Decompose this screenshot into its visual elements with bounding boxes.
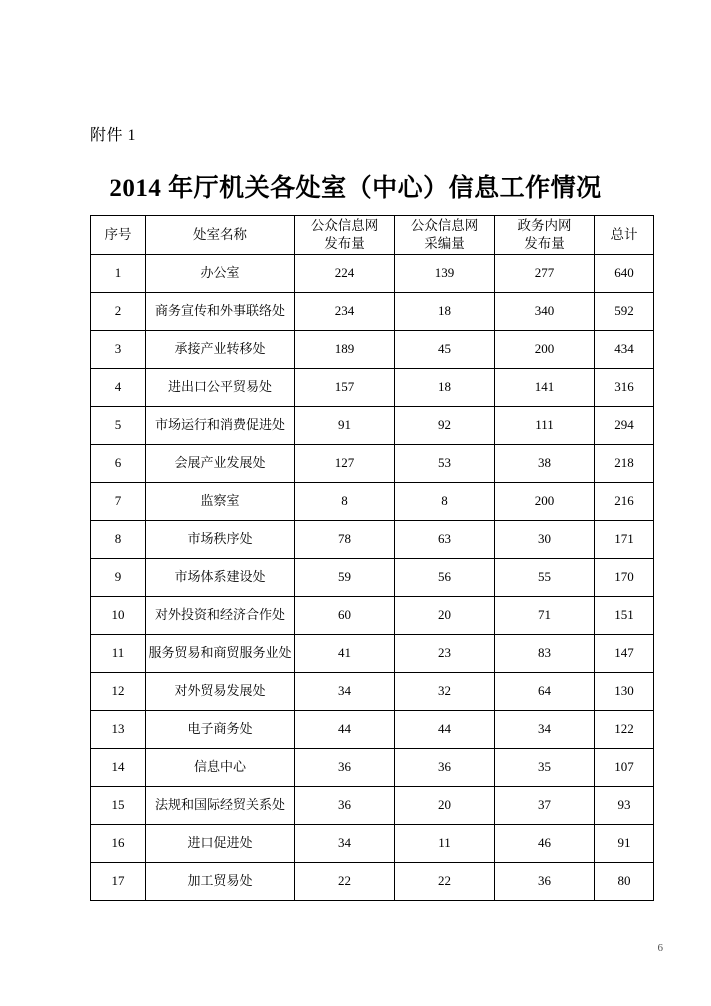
table-row [91, 331, 654, 369]
cell-total: 151 [595, 597, 654, 635]
cell-public-publish: 224 [295, 255, 395, 293]
cell-total: 147 [595, 635, 654, 673]
cell-public-publish: 22 [295, 863, 395, 901]
table-row [91, 445, 654, 483]
cell-public-collect: 139 [395, 255, 495, 293]
cell-public-collect: 63 [395, 521, 495, 559]
header-gov-intranet-line1: 政务内网 [517, 218, 572, 234]
cell-public-collect: 23 [395, 635, 495, 673]
cell-index: 14 [91, 749, 146, 787]
cell-public-collect: 18 [395, 369, 495, 407]
cell-department: 市场秩序处 [146, 521, 295, 559]
cell-gov-intranet: 141 [495, 369, 595, 407]
cell-department: 服务贸易和商贸服务业处 [146, 635, 295, 673]
cell-total: 107 [595, 749, 654, 787]
table-body [91, 255, 654, 901]
cell-department: 对外投资和经济合作处 [146, 597, 295, 635]
attachment-label: 附件 1 [90, 127, 137, 144]
cell-department: 办公室 [146, 255, 295, 293]
cell-department: 法规和国际经贸关系处 [146, 787, 295, 825]
cell-public-publish: 59 [295, 559, 395, 597]
cell-total: 218 [595, 445, 654, 483]
cell-department: 市场体系建设处 [146, 559, 295, 597]
cell-public-publish: 41 [295, 635, 395, 673]
cell-index: 10 [91, 597, 146, 635]
header-total: 总计 [595, 216, 654, 255]
cell-public-collect: 36 [395, 749, 495, 787]
cell-gov-intranet: 71 [495, 597, 595, 635]
cell-total: 93 [595, 787, 654, 825]
table-row [91, 597, 654, 635]
cell-gov-intranet: 34 [495, 711, 595, 749]
table-row [91, 407, 654, 445]
table-row [91, 825, 654, 863]
cell-public-collect: 8 [395, 483, 495, 521]
cell-public-collect: 22 [395, 863, 495, 901]
cell-department: 信息中心 [146, 749, 295, 787]
cell-index: 1 [91, 255, 146, 293]
cell-public-collect: 18 [395, 293, 495, 331]
cell-gov-intranet: 64 [495, 673, 595, 711]
cell-index: 16 [91, 825, 146, 863]
cell-public-publish: 34 [295, 825, 395, 863]
cell-public-collect: 32 [395, 673, 495, 711]
table-row [91, 255, 654, 293]
cell-gov-intranet: 35 [495, 749, 595, 787]
table-row [91, 559, 654, 597]
cell-gov-intranet: 38 [495, 445, 595, 483]
cell-public-collect: 20 [395, 597, 495, 635]
cell-index: 11 [91, 635, 146, 673]
cell-public-collect: 53 [395, 445, 495, 483]
cell-index: 7 [91, 483, 146, 521]
table-row [91, 787, 654, 825]
cell-public-publish: 34 [295, 673, 395, 711]
cell-gov-intranet: 36 [495, 863, 595, 901]
cell-department: 进口促进处 [146, 825, 295, 863]
cell-total: 122 [595, 711, 654, 749]
cell-public-collect: 56 [395, 559, 495, 597]
cell-total: 216 [595, 483, 654, 521]
cell-index: 2 [91, 293, 146, 331]
cell-gov-intranet: 340 [495, 293, 595, 331]
cell-public-publish: 60 [295, 597, 395, 635]
header-public-collect [395, 216, 495, 255]
table-row [91, 863, 654, 901]
cell-public-collect: 44 [395, 711, 495, 749]
cell-department: 监察室 [146, 483, 295, 521]
header-public-collect-line2: 采编量 [424, 236, 465, 251]
header-public-collect-line1: 公众信息网 [410, 218, 479, 234]
table-row [91, 293, 654, 331]
cell-public-collect: 11 [395, 825, 495, 863]
header-gov-intranet-line2: 发布量 [524, 236, 565, 251]
cell-department: 承接产业转移处 [146, 331, 295, 369]
cell-gov-intranet: 55 [495, 559, 595, 597]
cell-public-publish: 78 [295, 521, 395, 559]
cell-public-collect: 92 [395, 407, 495, 445]
cell-department: 对外贸易发展处 [146, 673, 295, 711]
table-row [91, 521, 654, 559]
table-header [91, 216, 654, 255]
cell-index: 9 [91, 559, 146, 597]
header-public-publish-line2: 发布量 [324, 236, 365, 251]
cell-public-publish: 189 [295, 331, 395, 369]
page-title: 2014 年厅机关各处室（中心）信息工作情况 [109, 175, 602, 202]
cell-index: 4 [91, 369, 146, 407]
cell-department: 商务宣传和外事联络处 [146, 293, 295, 331]
statistics-table [90, 215, 654, 901]
cell-total: 130 [595, 673, 654, 711]
cell-public-publish: 234 [295, 293, 395, 331]
cell-total: 640 [595, 255, 654, 293]
cell-gov-intranet: 83 [495, 635, 595, 673]
cell-public-publish: 8 [295, 483, 395, 521]
header-department: 处室名称 [146, 216, 295, 255]
cell-index: 5 [91, 407, 146, 445]
cell-index: 13 [91, 711, 146, 749]
cell-public-collect: 20 [395, 787, 495, 825]
cell-gov-intranet: 200 [495, 331, 595, 369]
table-row [91, 749, 654, 787]
cell-total: 91 [595, 825, 654, 863]
cell-gov-intranet: 37 [495, 787, 595, 825]
cell-department: 会展产业发展处 [146, 445, 295, 483]
cell-gov-intranet: 30 [495, 521, 595, 559]
header-index: 序号 [91, 216, 146, 255]
cell-department: 市场运行和消费促进处 [146, 407, 295, 445]
cell-gov-intranet: 111 [495, 407, 595, 445]
cell-department: 电子商务处 [146, 711, 295, 749]
header-gov-intranet [495, 216, 595, 255]
cell-public-publish: 44 [295, 711, 395, 749]
cell-public-publish: 91 [295, 407, 395, 445]
cell-index: 6 [91, 445, 146, 483]
cell-gov-intranet: 277 [495, 255, 595, 293]
table-row [91, 369, 654, 407]
cell-index: 3 [91, 331, 146, 369]
cell-department: 进出口公平贸易处 [146, 369, 295, 407]
cell-public-publish: 36 [295, 787, 395, 825]
table-row [91, 711, 654, 749]
cell-total: 294 [595, 407, 654, 445]
cell-total: 434 [595, 331, 654, 369]
cell-gov-intranet: 46 [495, 825, 595, 863]
cell-public-collect: 45 [395, 331, 495, 369]
cell-gov-intranet: 200 [495, 483, 595, 521]
cell-index: 17 [91, 863, 146, 901]
table-row [91, 483, 654, 521]
cell-public-publish: 157 [295, 369, 395, 407]
cell-total: 316 [595, 369, 654, 407]
table-header-row [91, 216, 654, 255]
cell-department: 加工贸易处 [146, 863, 295, 901]
page-number: 6 [657, 942, 663, 954]
cell-index: 15 [91, 787, 146, 825]
cell-total: 170 [595, 559, 654, 597]
cell-index: 12 [91, 673, 146, 711]
cell-total: 80 [595, 863, 654, 901]
cell-total: 171 [595, 521, 654, 559]
cell-public-publish: 36 [295, 749, 395, 787]
header-public-publish [295, 216, 395, 255]
table-row [91, 635, 654, 673]
table-row [91, 673, 654, 711]
cell-public-publish: 127 [295, 445, 395, 483]
cell-index: 8 [91, 521, 146, 559]
header-public-publish-line1: 公众信息网 [310, 218, 379, 234]
cell-total: 592 [595, 293, 654, 331]
